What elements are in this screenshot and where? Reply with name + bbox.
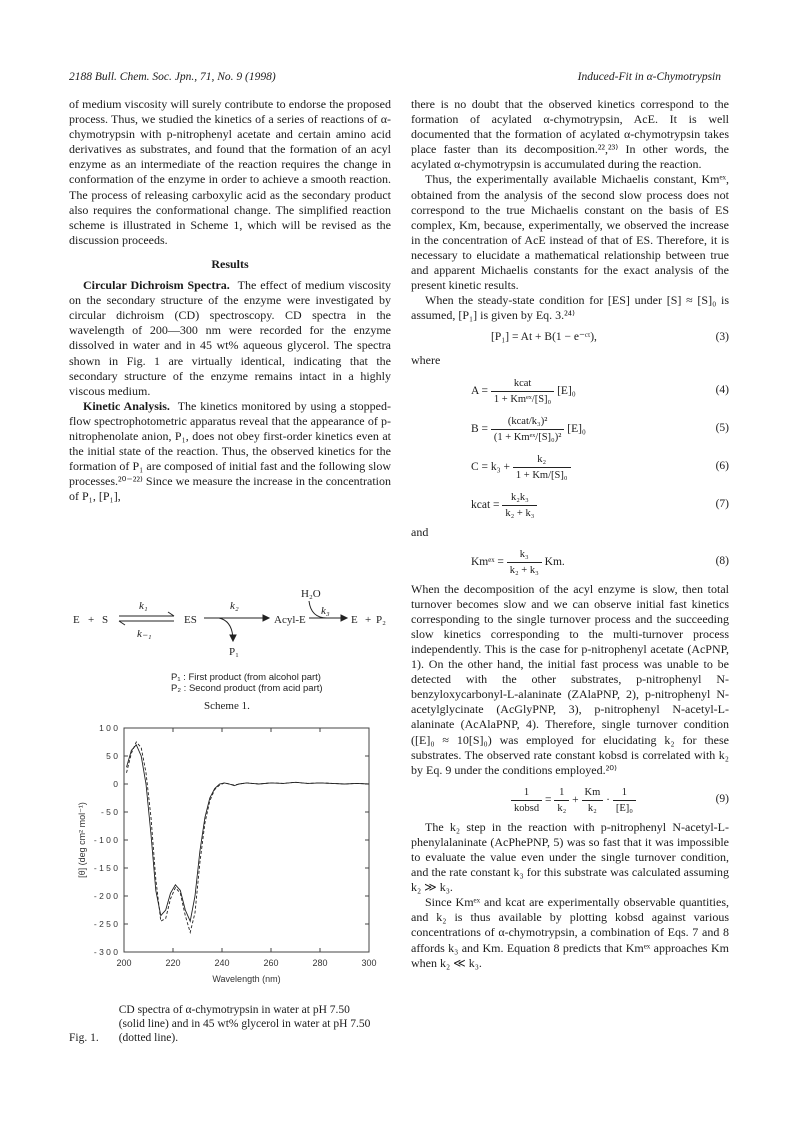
equation-6-lhs: C = k₃ + (471, 460, 511, 473)
equation-6-number: (6) (715, 459, 729, 472)
where-label: where (411, 353, 441, 368)
figure-label: Fig. 1. (69, 1032, 99, 1044)
equation-9-c-denominator: k₂ (587, 802, 597, 814)
equation-5-numerator: (kcat/k₃)² (491, 414, 564, 430)
right-paragraph-6: Since Kmᵉˣ and kcat are experimentally observable quantities, and k₂ is thus available by plotting kobsd against various concentrations of α-chymotrypsin, a combination of Eqs. 7 and 8 affords k₃ and Km. Equation 8 predicts that Kmᵉˣ approaches Km when k₂ ≪ k₃. (411, 895, 729, 970)
x-tick-label: 260 (263, 958, 279, 968)
equation-9-plus: + (572, 794, 579, 807)
equation-4-number: (4) (715, 383, 729, 396)
x-tick-label: 300 (361, 958, 377, 968)
scheme-k1: k₁ (139, 600, 148, 612)
p1-branch-head (230, 635, 236, 641)
equation-7-number: (7) (715, 497, 729, 510)
scheme-title: Scheme 1. (204, 700, 250, 712)
cd-paragraph (69, 278, 391, 399)
scheme-P1: P₁ (229, 646, 239, 658)
scheme-legend-2: P₂ : Second product (from acid part) (171, 683, 323, 694)
equation-9 (411, 782, 729, 816)
equation-5-fraction (491, 414, 564, 445)
y-tick-label: - 5 0 (100, 807, 118, 817)
right-paragraph-1: there is no doubt that the observed kinetics correspond to the formation of acylated α-chymotrypsin, AcE. It is well documented that the formation of acylated α-chymotrypsin takes place faster than its decomposition.²²,²³⁾ In other words, the acylated α-chymotrypsin is accumulated during the reaction. (411, 97, 729, 172)
equation-4-lhs: A = (471, 384, 489, 397)
equation-7-denominator: k₂ + k₃ (505, 507, 535, 519)
equation-5-lhs: B = (471, 422, 489, 435)
scheme-legend-1: P₁ : First product (from alcohol part) (171, 672, 321, 683)
figure-caption-text: CD spectra of α-chymotrypsin in water at pH 7.50 (solid line) and in 45 wt% glycerol in water at pH 7.50 (dotted line). (118, 1004, 371, 1044)
x-tick-label: 220 (165, 958, 181, 968)
equation-9-b-denominator: k₂ (557, 802, 567, 814)
y-tick-label: - 2 0 0 (93, 891, 118, 901)
equation-4-numerator: kcat (491, 376, 554, 392)
equation-8-fraction (507, 547, 542, 578)
scheme-ES: ES (184, 614, 197, 626)
kinetic-body: The kinetics monitored by using a stopped-flow spectrophotometric apparatus reveal that the appearance of p-nitrophenolate anion, P₁, does not obey first-order kinetics even at the initial state of the reaction. Thus, the observed kinetics for the formation of P₁ are composed of initial fast and the following slow processes.²⁰⁻²²⁾ Since we measure the increase in the concentration of P₁, [P₁], (69, 398, 391, 504)
x-tick-label: 240 (214, 958, 230, 968)
reverse-arrow-head (119, 621, 125, 625)
scheme-k2: k₂ (230, 600, 239, 612)
x-tick-label: 200 (116, 958, 132, 968)
and-label: and (411, 524, 429, 539)
equation-6-numerator: k₂ (513, 452, 571, 468)
k3-arrow-head (341, 615, 347, 621)
equation-9-a-denominator: kobsd (514, 802, 540, 814)
right-paragraph-4: When the decomposition of the acyl enzyme is slow, then total turnover becomes slow and we can observe initial fast kinetics corresponding to the single turnover process and the succeeding slow kinetics corresponding to the multi-turnover process independently. This is the case for p-nitrophenyl acetate (AcPNP, 1). On the other hand, the initial fast process was unable to be detected with the other substrates, p-nitrophenyl N-benzyloxycarbonyl-L-alaninate (ZAlaPNP, 2), p-nitrophenyl N-acetylglycinate (AcGlyPNP, 3), p-nitrophenyl N-acetyl-L-alaninate (AcAlaPNP, 4). Therefore, single turnover condition ([E]₀ ≈ 10[S]₀) was employed for elucidating k₂ for these substrates. The observed rate constant kobsd is correlated with k₂ by Eq. 9 under the conditions employed.²⁰⁾ (411, 581, 729, 777)
y-tick-label: - 1 0 0 (93, 835, 118, 845)
equation-4-denominator: 1 + Kmᵉˣ/[S]₀ (493, 393, 552, 405)
equation-5 (411, 411, 729, 445)
equation-9-d-denominator: [E]₀ (615, 802, 633, 814)
equation-9-fraction-c (582, 785, 604, 816)
equation-9-a-numerator: 1 (511, 785, 542, 801)
equation-9-fraction-a (511, 785, 542, 816)
equation-8-number: (8) (715, 554, 729, 567)
y-tick-label: - 3 0 0 (93, 947, 118, 957)
y-tick-label: 0 (113, 779, 118, 789)
equation-7-lhs: kcat = (471, 498, 500, 511)
equation-9-dot: · (606, 794, 610, 807)
equation-9-number: (9) (715, 792, 729, 805)
figure-caption (69, 1003, 389, 1045)
equation-5-number: (5) (715, 421, 729, 434)
y-tick-label: - 2 5 0 (93, 919, 118, 929)
scheme-E: E (73, 614, 80, 626)
equation-6 (411, 449, 729, 483)
equation-3 (411, 327, 729, 349)
equation-5-tail: [E]₀ (567, 422, 586, 435)
kinetic-heading: Kinetic Analysis. (83, 398, 170, 413)
intro-paragraph: of medium viscosity will surely contribute to endorse the proposed process. Thus, we studied the kinetics of a series of reactions of α-chymotrypsin with p-nitrophenyl acetate and certain amino acid derivatives as substrates, and found that the formation of an acyl enzyme as an intermediate of the reaction requires the change in conformation of the enzyme in order to achieve a smooth reaction. The process of releasing carboxylic acid as the secondary product also requires the conformational change. The simplified reaction scheme is illustrated in Scheme 1, which will be revised as the discussion proceeds. (69, 97, 391, 247)
right-paragraph-5: The k₂ step in the reaction with p-nitrophenyl N-acetyl-L-phenylalaninate (AcPhePNP, 5) was so fast that it was impossible to evaluate the value even under the single turnover condition, and the rate constant k₃ for this substrate was calculated assuming k₂ ≫ k₃. (411, 819, 729, 895)
scheme-h2o: H₂O (301, 588, 321, 600)
equation-9-fraction-b (554, 785, 569, 816)
x-axis-label: Wavelength (nm) (212, 974, 281, 984)
k2-arrow-head (263, 615, 269, 621)
equation-4 (411, 373, 729, 407)
right-column (411, 97, 729, 971)
scheme-k3: k₃ (321, 605, 330, 617)
running-header-left: 2188 Bull. Chem. Soc. Jpn., 71, No. 9 (1998) (69, 71, 276, 83)
scheme-S: S (102, 614, 109, 626)
scheme-k-minus-1: k₋₁ (137, 628, 152, 640)
water-spectrum-line (127, 745, 370, 921)
scheme-P2: P₂ (376, 614, 386, 626)
equation-9-b-numerator: 1 (554, 785, 569, 801)
x-tick-label: 280 (312, 958, 328, 968)
forward-arrow-head (168, 612, 174, 616)
y-tick-label: - 1 5 0 (93, 863, 118, 873)
results-heading: Results (211, 256, 249, 271)
chart-svg (69, 720, 391, 1002)
equation-5-denominator: (1 + Kmᵉˣ/[S]₀)² (493, 431, 562, 443)
equation-9-d-numerator: 1 (613, 785, 636, 801)
equation-9-fraction-d (613, 785, 636, 816)
right-paragraph-2: Thus, the experimentally available Michaelis constant, Kmᵉˣ, obtained from the analysis of the second slow process does not correspond to the true Michaelis constant on the basis of ES complex, Km, because, experimentally, we observed the increase in the concentration of AcE instead of that of ES. Therefore, it is necessary to elucidate a mathematical relationship between true and apparent Michaelis constants for the exact analysis of the present kinetic results. (411, 172, 729, 293)
equation-8 (411, 544, 729, 578)
cd-heading: Circular Dichroism Spectra. (83, 278, 230, 293)
right-paragraph-3: When the steady-state condition for [ES] under [S] ≈ [S]₀ is assumed, [P₁] is given by Eq. 3.²⁴⁾ (411, 293, 729, 323)
y-tick-label: 5 0 (106, 751, 118, 761)
equation-8-denominator: k₂ + k₃ (509, 564, 539, 576)
cd-spectra-chart (69, 720, 391, 1002)
scheme-plus-1: + (88, 614, 95, 626)
y-axis-label: [θ] (deg cm² mol⁻¹) (77, 802, 87, 878)
cd-body: The effect of medium viscosity on the secondary structure of the enzyme were investigated by circular dichroism (CD) spectroscopy. CD spectra in the wavelength of 200—300 nm were recorded for the enzyme dissolved in water and in 45 wt% aqueous glycerol. The spectra shown in Fig. 1 are virtually identical, indicating that the secondary structure of the enzyme remains intact in a highly viscous medium. (69, 278, 392, 398)
equation-9-c-numerator: Km (582, 785, 604, 801)
scheme-plus-2: + (365, 614, 372, 626)
equation-6-fraction (513, 452, 571, 483)
equation-4-tail: [E]₀ (557, 384, 576, 397)
scheme-acyl-e: Acyl-E (274, 614, 306, 626)
equation-3-body: [P₁] = At + B(1 − e⁻ᶜᵗ), (491, 331, 597, 344)
equation-4-fraction (491, 376, 554, 407)
equation-3-number: (3) (715, 331, 729, 344)
equation-8-lhs: Kmᵉˣ = (471, 555, 504, 568)
scheme-diagram (69, 585, 391, 715)
equation-9-equals: = (544, 794, 552, 807)
y-tick-label: 1 0 0 (99, 723, 118, 733)
equation-7-fraction (502, 490, 537, 521)
reaction-scheme (69, 585, 391, 715)
kinetic-paragraph (69, 399, 391, 505)
glycerol-spectrum-line (127, 742, 370, 932)
left-column (69, 97, 391, 504)
equation-6-denominator: 1 + Km/[S]₀ (515, 469, 568, 481)
running-header-right: Induced-Fit in α-Chymotrypsin (577, 71, 721, 83)
equation-8-numerator: k₃ (507, 547, 542, 563)
scheme-E-2: E (351, 614, 358, 626)
equation-7-numerator: k₂k₃ (502, 490, 537, 506)
equation-7 (411, 487, 729, 521)
equation-8-tail: Km. (544, 555, 565, 568)
